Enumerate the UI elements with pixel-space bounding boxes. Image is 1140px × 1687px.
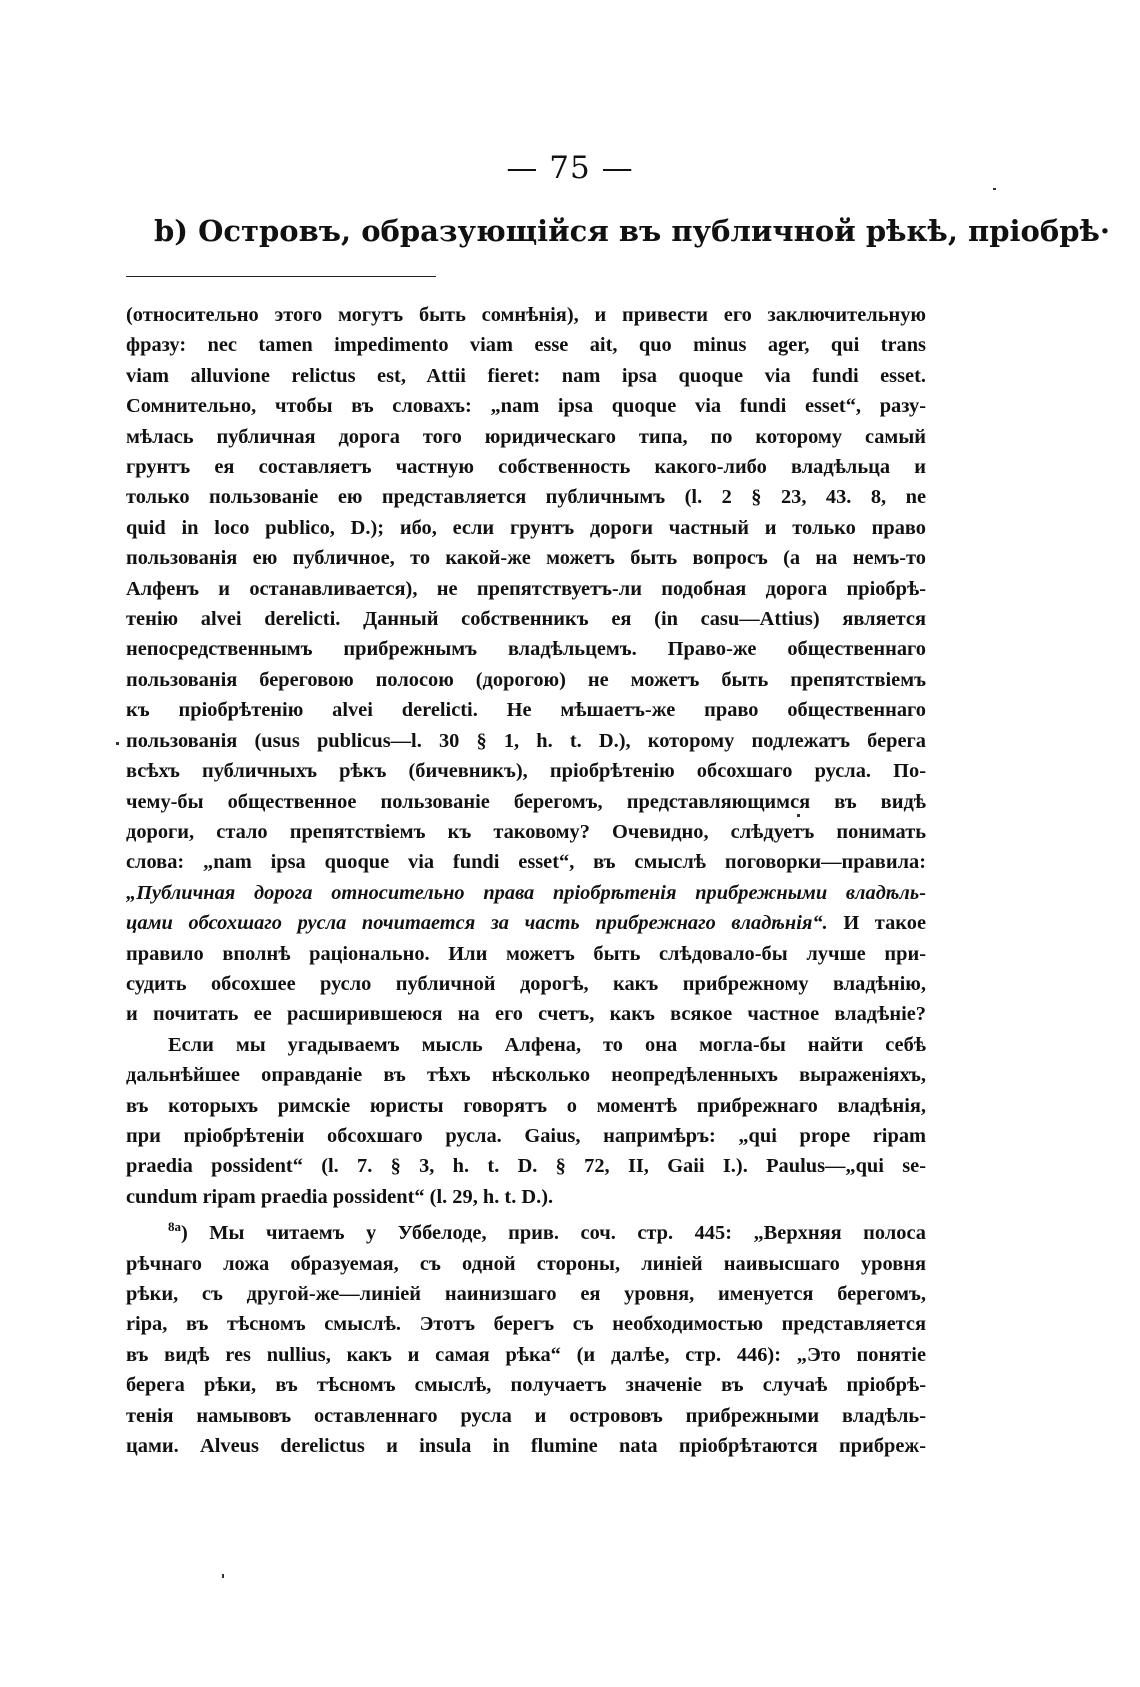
text-line: слова: „nam ipsa quoque via fundi esset“, въ смыслѣ поговорки—правила: — [126, 851, 926, 874]
text-line: цами. Alveus derelictus и insula in flumine nata пріобрѣтаются прибреж- — [126, 1435, 926, 1458]
text-line: въ видѣ res nullius, какъ и самая рѣка“ (и далѣе, стр. 446): „Это понятіе — [126, 1343, 926, 1366]
footnote-marker: 8a — [168, 1219, 181, 1235]
text-line: дальнѣйшее оправданіе въ тѣхъ нѣсколько неопредѣленныхъ выраженіяхъ, — [126, 1064, 926, 1087]
text-line: ripa, въ тѣсномъ смыслѣ. Этотъ берегъ съ необходимостью представляется — [126, 1313, 926, 1336]
text-line: viam alluvione relictus est, Attii fieret: nam ipsa quoque via fundi esset. — [126, 364, 926, 387]
text-line: чему-бы общественное пользованіе берегомъ, представляющимся въ видѣ — [126, 790, 926, 813]
text-line: Сомнительно, чтобы въ словахъ: „nam ipsa quoque via fundi esset“, разу- — [126, 395, 926, 418]
text-line: Если мы угадываемъ мысль Алфена, то она могла-бы найти себѣ — [168, 1033, 926, 1056]
text-line: мѣлась публичная дорога того юридическаго типа, по которому самый — [126, 425, 926, 448]
text-line: рѣчнаго ложа образуемая, съ одной стороны, линіей наивысшаго уровня — [126, 1252, 926, 1275]
text-line: только пользованіе ею представляется публичнымъ (l. 2 § 23, 43. 8, ne — [126, 486, 926, 509]
text-line: къ пріобрѣтенію alvei derelicti. Не мѣшаетъ-же право общественнаго — [126, 699, 926, 722]
text-line: Алфенъ и останавливается), не препятствуетъ-ли подобная дорога пріобрѣ- — [126, 577, 926, 600]
text-line: тенію alvei derelicti. Данный собственникъ ея (in casu—Attius) является — [126, 608, 926, 631]
text-line: cundum ripam praedia possident“ (l. 29, h. t. D.). — [126, 1185, 554, 1208]
text-line: и почитать ее расширившеюся на его счетъ, какъ всякое частное владѣніе? — [126, 1003, 926, 1026]
footnote-text-block — [126, 300, 926, 1461]
text-line: судить обсохшее русло публичной дорогѣ, какъ прибрежному владѣнію, — [126, 972, 926, 995]
text-line: всѣхъ публичныхъ рѣкъ (бичевникъ), пріобрѣтенію обсохшаго русла. По- — [126, 760, 926, 783]
text-line: грунтъ ея составляетъ частную собственность какого-либо владѣльца и — [126, 456, 926, 479]
italic-quote-fragment: цами обсохшаго русла почитается за часть прибрежнаго владѣнія“. — [126, 912, 828, 935]
text-line: фразу: nec tamen impedimento viam esse ait, quo minus ager, qui trans — [126, 334, 926, 357]
text-line: правило вполнѣ раціонально. Или можетъ быть слѣдовало-бы лучше при- — [126, 942, 926, 965]
text-line: въ которыхъ римскіе юристы говорятъ о моментѣ прибрежнаго владѣнія, — [126, 1094, 926, 1117]
text-line: берега рѣки, въ тѣсномъ смыслѣ, получаетъ значеніе въ случаѣ пріобрѣ- — [126, 1374, 926, 1397]
footnote-separator-rule — [126, 276, 436, 277]
text-line: рѣки, съ другой-же—линіей наинизшаго ея уровня, именуется берегомъ, — [126, 1283, 926, 1305]
scan-speck — [993, 188, 996, 190]
text-fragment: ) Мы читаемъ у Уббелоде, прив. соч. стр. 445: „Верхняя полоса — [181, 1222, 926, 1245]
section-heading: b) Островъ, образующійся въ публичной рѣкѣ, пріобрѣ· — [154, 214, 1110, 248]
text-line: пользованія береговою полосою (дорогою) не можетъ быть препятствіемъ — [126, 668, 926, 691]
text-fragment: И такое — [827, 912, 926, 935]
text-line: тенія намывовъ оставленнаго русла и острововъ прибрежными владѣль- — [126, 1404, 926, 1427]
text-line: при пріобрѣтеніи обсохшаго русла. Gaius, напримѣръ: „qui prope ripam — [126, 1124, 926, 1147]
footnote-first-line — [126, 1218, 926, 1248]
text-line: пользованія ею публичное, то какой-же можетъ быть вопросъ (а на немъ-то — [126, 547, 926, 570]
text-line: дороги, стало препятствіемъ къ таковому? Очевидно, слѣдуетъ понимать — [126, 820, 926, 843]
text-line: непосредственнымъ прибрежнымъ владѣльцемъ. Право-же общественнаго — [126, 638, 926, 661]
scan-speck — [222, 1574, 224, 1578]
text-line: quid in loco publico, D.); ибо, если грунтъ дороги частный и только право — [126, 516, 926, 539]
page-number: — 75 — — [506, 150, 634, 186]
text-line: (относительно этого могутъ быть сомнѣнія), и привести его заключительную — [126, 304, 926, 326]
scan-speck — [797, 814, 800, 817]
scan-speck — [116, 742, 119, 745]
text-line: praedia possident“ (l. 7. § 3, h. t. D. § 72, II, Gaii I.). Paulus—„qui se- — [126, 1155, 926, 1178]
text-line — [126, 908, 926, 938]
italic-quote-line: „Публичная дорога относительно права пріобрѣтенія прибрежными владѣль- — [126, 881, 926, 904]
text-line: пользованія (usus publicus—l. 30 § 1, h. t. D.), которому подлежатъ берега — [126, 729, 926, 752]
